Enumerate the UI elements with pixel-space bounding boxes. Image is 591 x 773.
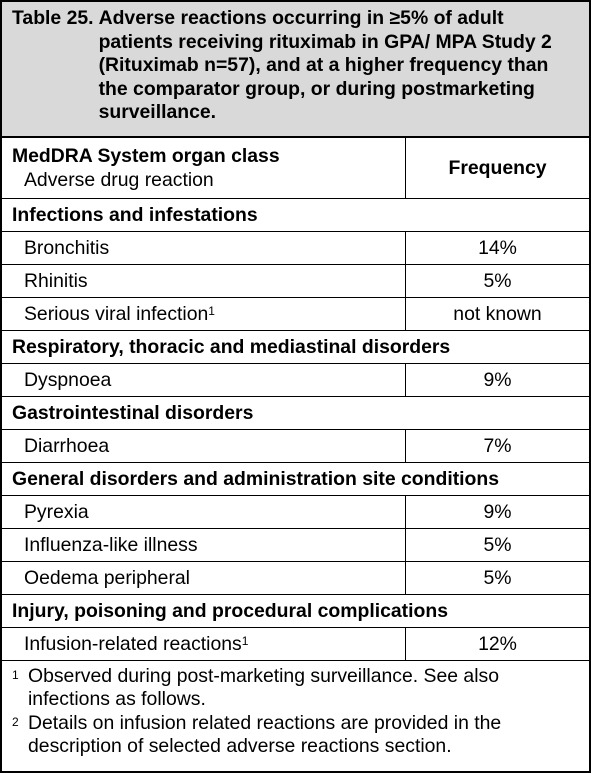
organ-class-row: General disorders and administration site conditions — [2, 463, 589, 496]
table-row — [2, 430, 589, 463]
reaction-name: Oedema peripheral — [24, 566, 190, 589]
table-row — [2, 628, 589, 661]
reaction-name: Influenza-like illness — [24, 533, 198, 556]
frequency-cell: 5% — [483, 269, 512, 292]
reaction-cell — [2, 562, 406, 594]
table-caption — [2, 2, 589, 138]
reaction-name: Pyrexia — [24, 500, 89, 523]
reaction-name: Rhinitis — [24, 269, 88, 292]
footnote-mark: 2 — [12, 715, 19, 729]
reaction-name: Infusion-related reactions — [24, 632, 242, 655]
reaction-cell — [2, 628, 406, 660]
reaction-cell — [2, 496, 406, 528]
caption-label: Table 25. — [12, 7, 94, 29]
header-organ-class-label: MedDRA System organ class — [12, 145, 280, 167]
frequency-cell: 5% — [483, 533, 512, 556]
reaction-name: Bronchitis — [24, 236, 110, 259]
footnote-text: Observed during post-marketing surveillance. See also infections as follows. — [28, 665, 499, 710]
table-body — [2, 199, 589, 661]
reaction-name: Dyspnoea — [24, 368, 112, 391]
footnote-ref: 1 — [241, 634, 249, 648]
table-row — [2, 232, 589, 265]
table-row — [2, 562, 589, 595]
reaction-cell — [2, 430, 406, 462]
frequency-cell: 9% — [483, 368, 512, 391]
table-row — [2, 529, 589, 562]
frequency-cell: 5% — [483, 566, 512, 589]
footnotes — [2, 661, 589, 758]
organ-class-row: Injury, poisoning and procedural complications — [2, 595, 589, 628]
reaction-cell — [2, 364, 406, 396]
footnote-ref: 1 — [208, 304, 215, 318]
reaction-cell — [2, 232, 406, 264]
organ-class-row: Gastrointestinal disorders — [2, 397, 589, 430]
frequency-cell: 7% — [483, 434, 512, 457]
frequency-cell: 14% — [478, 236, 517, 259]
frequency-cell: 9% — [483, 500, 512, 523]
table-row — [2, 298, 589, 331]
table-row — [2, 364, 589, 397]
frequency-cell: not known — [453, 302, 542, 325]
frequency-cell: 12% — [478, 632, 517, 655]
table-header-row — [2, 138, 589, 199]
table-row — [2, 496, 589, 529]
header-reaction-label: Adverse drug reaction — [24, 169, 214, 191]
reaction-cell — [2, 265, 406, 297]
table-row — [2, 265, 589, 298]
reaction-name: Serious viral infection — [24, 302, 209, 325]
footnote-mark: 1 — [12, 668, 19, 682]
reaction-name: Diarrhoea — [24, 434, 110, 457]
footnote — [12, 712, 583, 758]
reaction-cell — [2, 298, 406, 330]
caption-text: Adverse reactions occurring in ≥5% of adult patients receiving rituximab in GPA/ MPA Study 2 (Rituximab n=57), and at a higher frequency than the comparator group, or during postmarketing surveillance. — [98, 7, 552, 123]
header-col-frequency: Frequency — [448, 156, 547, 179]
footnote — [12, 665, 583, 711]
organ-class-row: Infections and infestations — [2, 199, 589, 232]
organ-class-row: Respiratory, thoracic and mediastinal disorders — [2, 331, 589, 364]
footnote-text: Details on infusion related reactions are provided in the description of selected adverse reactions section. — [28, 712, 502, 757]
header-col-organ-class — [2, 138, 406, 198]
reaction-cell — [2, 529, 406, 561]
